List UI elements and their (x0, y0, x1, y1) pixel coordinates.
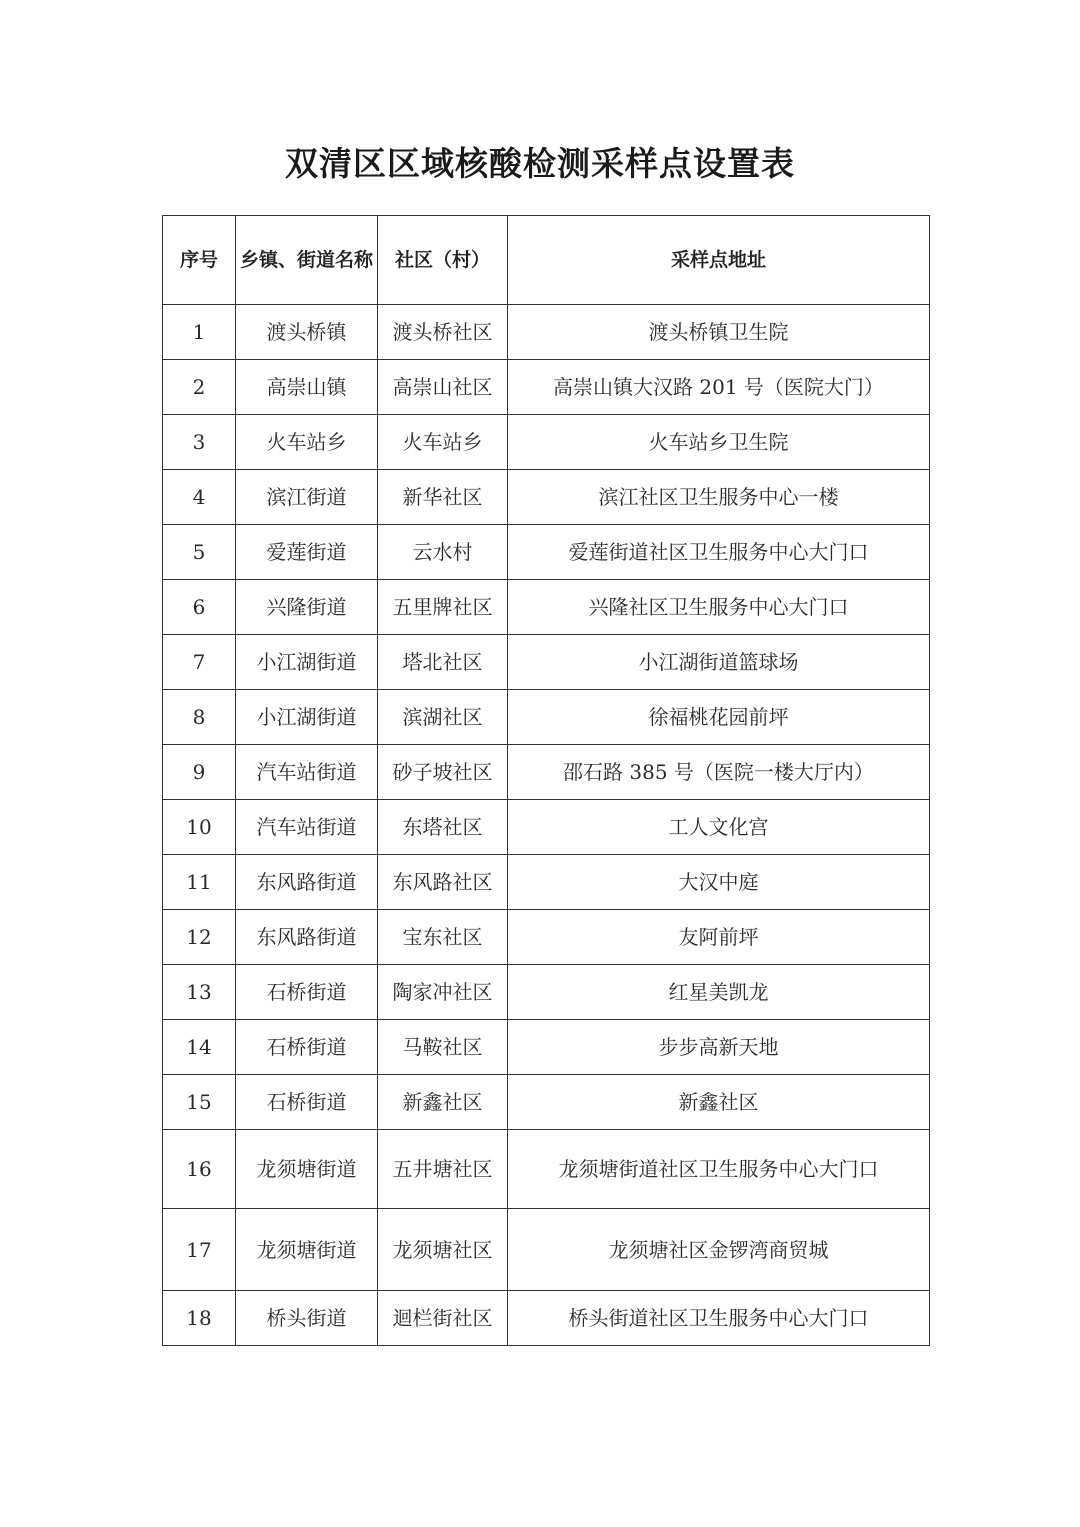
table-row (163, 580, 930, 635)
header-township: 乡镇、街道名称 (236, 216, 378, 305)
cell-index: 4 (163, 470, 236, 525)
cell-address: 龙须塘街道社区卫生服务中心大门口 (508, 1130, 930, 1209)
cell-address: 工人文化宫 (508, 800, 930, 855)
cell-index: 10 (163, 800, 236, 855)
cell-community: 五井塘社区 (378, 1130, 508, 1209)
cell-address: 步步高新天地 (508, 1020, 930, 1075)
cell-index: 12 (163, 910, 236, 965)
cell-address: 高崇山镇大汉路 201 号（医院大门） (508, 360, 930, 415)
cell-township: 滨江街道 (236, 470, 378, 525)
cell-township: 石桥街道 (236, 1020, 378, 1075)
table-row (163, 525, 930, 580)
cell-address: 大汉中庭 (508, 855, 930, 910)
cell-address: 桥头街道社区卫生服务中心大门口 (508, 1291, 930, 1346)
cell-community: 五里牌社区 (378, 580, 508, 635)
cell-community: 砂子坡社区 (378, 745, 508, 800)
cell-township: 高崇山镇 (236, 360, 378, 415)
cell-index: 15 (163, 1075, 236, 1130)
cell-community: 马鞍社区 (378, 1020, 508, 1075)
cell-community: 高崇山社区 (378, 360, 508, 415)
cell-address: 龙须塘社区金锣湾商贸城 (508, 1209, 930, 1291)
cell-index: 6 (163, 580, 236, 635)
cell-community: 滨湖社区 (378, 690, 508, 745)
cell-township: 汽车站街道 (236, 800, 378, 855)
cell-address: 爱莲街道社区卫生服务中心大门口 (508, 525, 930, 580)
cell-index: 16 (163, 1130, 236, 1209)
cell-township: 小江湖街道 (236, 690, 378, 745)
table-row (163, 1020, 930, 1075)
cell-index: 2 (163, 360, 236, 415)
header-address: 采样点地址 (508, 216, 930, 305)
cell-index: 14 (163, 1020, 236, 1075)
cell-community: 宝东社区 (378, 910, 508, 965)
cell-community: 火车站乡 (378, 415, 508, 470)
cell-township: 龙须塘街道 (236, 1209, 378, 1291)
cell-index: 3 (163, 415, 236, 470)
table-row (163, 1075, 930, 1130)
cell-address: 兴隆社区卫生服务中心大门口 (508, 580, 930, 635)
cell-address: 徐福桃花园前坪 (508, 690, 930, 745)
cell-community: 东塔社区 (378, 800, 508, 855)
cell-township: 石桥街道 (236, 1075, 378, 1130)
cell-index: 8 (163, 690, 236, 745)
cell-community: 陶家冲社区 (378, 965, 508, 1020)
cell-township: 渡头桥镇 (236, 305, 378, 360)
cell-township: 汽车站街道 (236, 745, 378, 800)
cell-community: 塔北社区 (378, 635, 508, 690)
cell-township: 东风路街道 (236, 910, 378, 965)
cell-index: 1 (163, 305, 236, 360)
table-row (163, 305, 930, 360)
table-body (163, 305, 930, 1346)
table-row (163, 1209, 930, 1291)
table-header-row (163, 216, 930, 305)
table-row (163, 745, 930, 800)
cell-index: 5 (163, 525, 236, 580)
table-row (163, 470, 930, 525)
table-row (163, 360, 930, 415)
sampling-sites-table (162, 215, 930, 1346)
cell-community: 东风路社区 (378, 855, 508, 910)
cell-address: 滨江社区卫生服务中心一楼 (508, 470, 930, 525)
cell-township: 爱莲街道 (236, 525, 378, 580)
table-row (163, 690, 930, 745)
cell-address: 红星美凯龙 (508, 965, 930, 1020)
table-row (163, 855, 930, 910)
cell-address: 邵石路 385 号（医院一楼大厅内） (508, 745, 930, 800)
cell-township: 东风路街道 (236, 855, 378, 910)
cell-index: 7 (163, 635, 236, 690)
cell-address: 小江湖街道篮球场 (508, 635, 930, 690)
cell-address: 渡头桥镇卫生院 (508, 305, 930, 360)
page-title: 双清区区域核酸检测采样点设置表 (285, 144, 795, 183)
cell-township: 兴隆街道 (236, 580, 378, 635)
table-row (163, 1130, 930, 1209)
table-row (163, 800, 930, 855)
cell-community: 新华社区 (378, 470, 508, 525)
header-index: 序号 (163, 216, 236, 305)
table-row (163, 965, 930, 1020)
cell-township: 火车站乡 (236, 415, 378, 470)
cell-community: 云水村 (378, 525, 508, 580)
cell-township: 小江湖街道 (236, 635, 378, 690)
cell-index: 9 (163, 745, 236, 800)
cell-address: 新鑫社区 (508, 1075, 930, 1130)
cell-index: 13 (163, 965, 236, 1020)
cell-index: 11 (163, 855, 236, 910)
table-row (163, 415, 930, 470)
table-row (163, 635, 930, 690)
table-row (163, 910, 930, 965)
cell-address: 火车站乡卫生院 (508, 415, 930, 470)
table-row (163, 1291, 930, 1346)
cell-index: 17 (163, 1209, 236, 1291)
header-community: 社区（村） (378, 216, 508, 305)
cell-index: 18 (163, 1291, 236, 1346)
cell-township: 龙须塘街道 (236, 1130, 378, 1209)
cell-township: 石桥街道 (236, 965, 378, 1020)
cell-community: 新鑫社区 (378, 1075, 508, 1130)
cell-community: 龙须塘社区 (378, 1209, 508, 1291)
cell-address: 友阿前坪 (508, 910, 930, 965)
cell-community: 渡头桥社区 (378, 305, 508, 360)
cell-township: 桥头街道 (236, 1291, 378, 1346)
cell-community: 迴栏街社区 (378, 1291, 508, 1346)
